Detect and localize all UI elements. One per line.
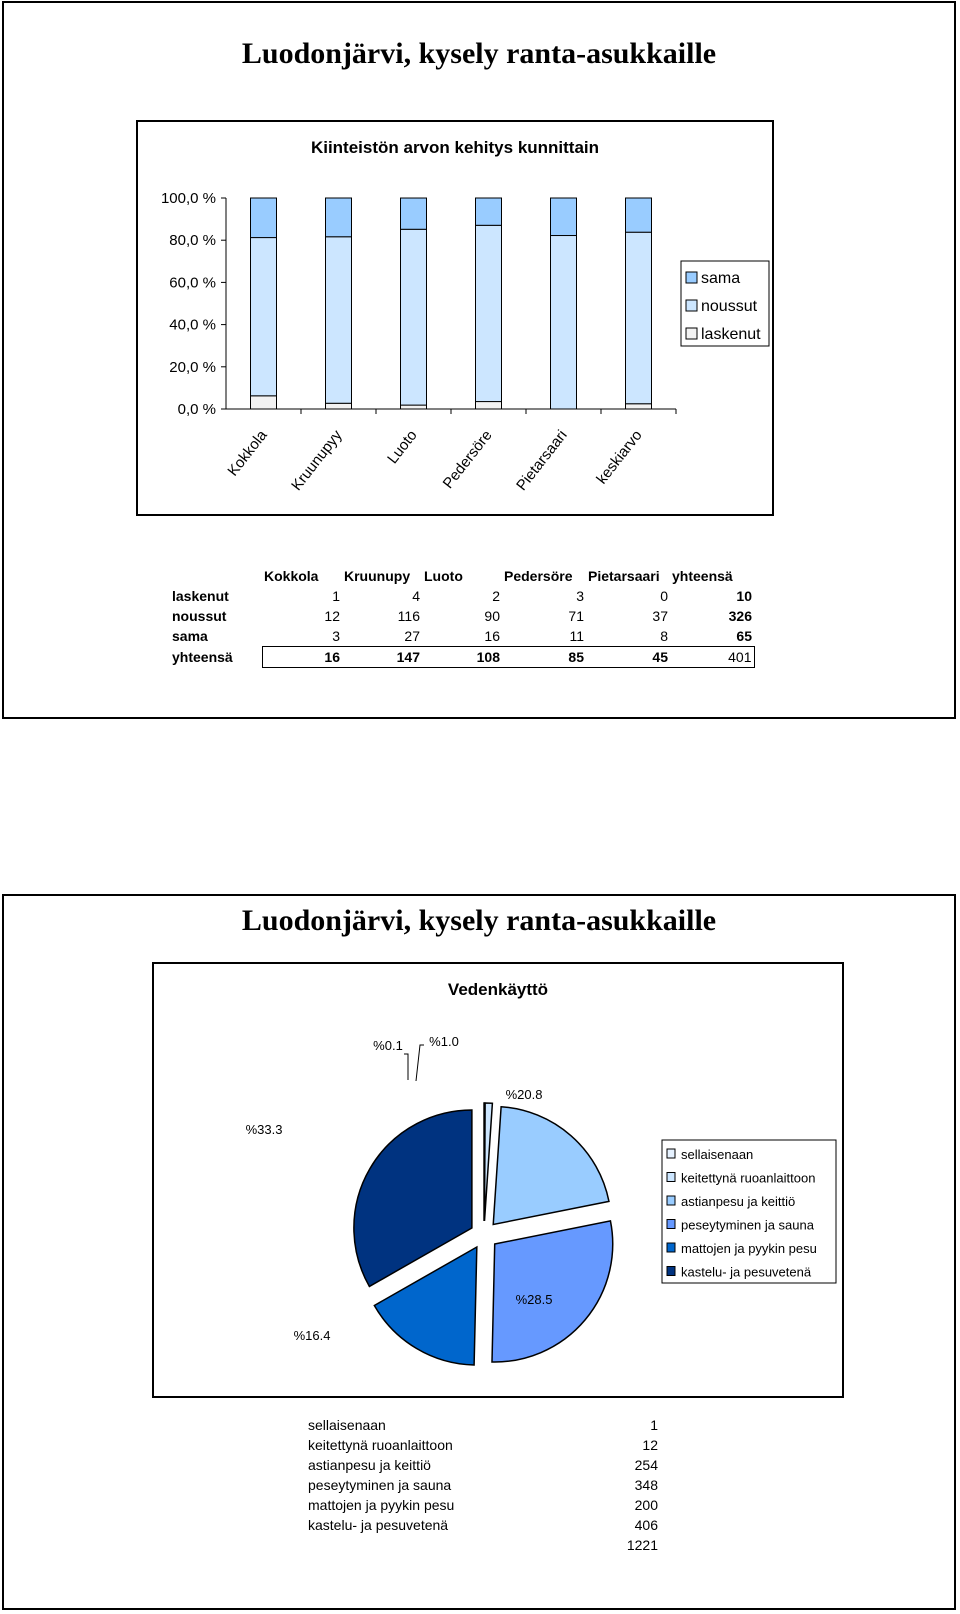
table-cell: 254 (634, 1457, 658, 1473)
table-cell-total: 16 (262, 647, 342, 668)
table-cell: 3 (576, 588, 584, 604)
legend-swatch (667, 1173, 675, 1182)
bar-segment-noussut (551, 236, 577, 409)
table-cell: 4 (412, 588, 420, 604)
table-cell-total: 85 (502, 647, 586, 668)
table-cell-total: 45 (586, 647, 670, 668)
table-row (308, 1515, 658, 1535)
bar-segment-sama (326, 198, 352, 237)
bar-segment-noussut (626, 232, 652, 404)
table-cell: 200 (634, 1497, 658, 1513)
table-cell: 2 (492, 588, 500, 604)
table-header-row (170, 566, 754, 586)
x-tick-label: Pedersöre (439, 426, 496, 493)
stacked-bar-chart (136, 120, 774, 516)
table-header-cell: Pietarsaari (588, 568, 660, 584)
x-tick-label: Kokkola (224, 426, 271, 480)
x-tick-label: keskiarvo (593, 426, 646, 488)
slide-title: Luodonjärvi, kysely ranta-asukkaille (241, 37, 717, 70)
y-tick-label: 20,0 % (169, 358, 216, 376)
table-cell-total: 326 (728, 608, 752, 624)
table-cell-total: 65 (736, 628, 752, 644)
table-row-label: keitettynä ruoanlaittoon (308, 1437, 453, 1453)
water-use-table (308, 1415, 658, 1555)
x-tick-label: Luoto (384, 426, 421, 468)
chart-title: Vedenkäyttö (447, 980, 549, 999)
chart-legend (662, 1140, 836, 1283)
bar-segment-laskenut (251, 396, 277, 409)
legend-label: kastelu- ja pesuvetenä (681, 1264, 812, 1280)
legend-swatch (667, 1220, 675, 1229)
legend-label: sama (701, 270, 741, 287)
table-row (308, 1415, 658, 1435)
chart-legend (681, 261, 769, 346)
table-row-label: yhteensä (172, 649, 233, 665)
table-header-cell: Pedersöre (504, 568, 573, 584)
y-tick-label: 40,0 % (169, 316, 216, 334)
table-row (170, 586, 754, 606)
chart-title: Kiinteistön arvon kehitys kunnittain (310, 138, 600, 157)
bar-segment-laskenut (476, 402, 502, 409)
table-row-label: sellaisenaan (308, 1417, 386, 1433)
bar-segment-laskenut (401, 405, 427, 409)
table-row (308, 1455, 658, 1475)
table-cell: 37 (652, 608, 668, 624)
table-cell: 1 (650, 1417, 658, 1433)
table-row-label: astianpesu ja keittiö (308, 1457, 431, 1473)
bar-segment-laskenut (626, 404, 652, 409)
table-cell-total: 10 (736, 588, 752, 604)
bar-segment-sama (251, 198, 277, 238)
legend-label: noussut (701, 298, 758, 315)
table-header-cell: Kokkola (264, 568, 319, 584)
table-cell: 12 (642, 1437, 658, 1453)
pie-data-label: %33.3 (245, 1122, 283, 1137)
legend-label: mattojen ja pyykin pesu (681, 1241, 817, 1256)
legend-swatch (667, 1196, 675, 1205)
legend-swatch (686, 328, 697, 339)
table-cell: 11 (569, 628, 584, 644)
bar-segment-laskenut (326, 403, 352, 409)
y-tick-label: 80,0 % (169, 232, 216, 250)
table-cell: 3 (332, 628, 340, 644)
bar-segment-noussut (251, 238, 277, 396)
table-cell-total: 1221 (626, 1537, 658, 1553)
legend-swatch (667, 1149, 675, 1158)
pie-data-label: %0.1 (373, 1038, 403, 1053)
table-header-cell: yhteensä (672, 568, 733, 584)
bar-segment-sama (551, 198, 577, 236)
table-cell: 1 (332, 588, 340, 604)
bar-segment-noussut (326, 237, 352, 404)
table-cell: 406 (634, 1517, 658, 1533)
table-row (170, 626, 754, 647)
table-row-label: peseytyminen ja sauna (308, 1477, 452, 1493)
table-cell-grand-total: 401 (670, 647, 754, 668)
legend-label: keitettynä ruoanlaittoon (681, 1170, 816, 1186)
table-cell: 0 (660, 588, 668, 604)
legend-swatch (686, 300, 697, 311)
leader-line (404, 1054, 408, 1080)
table-total-row (308, 1535, 658, 1555)
pie-chart (152, 962, 844, 1398)
pie-slice (485, 1103, 493, 1221)
y-tick-label: 100,0 % (160, 190, 216, 207)
table-cell: 12 (324, 608, 340, 624)
table-cell: 116 (397, 608, 420, 624)
pie-data-label: %28.5 (515, 1292, 553, 1307)
table-cell: 348 (634, 1477, 658, 1493)
y-tick-label: 60,0 % (169, 274, 216, 292)
table-cell: 71 (568, 608, 584, 624)
municipality-table (170, 566, 755, 668)
table-row-label: kastelu- ja pesuvetenä (308, 1517, 449, 1533)
legend-swatch (667, 1243, 675, 1252)
stacked-bar-chart-plot (138, 122, 772, 514)
table-row (308, 1435, 658, 1455)
slide-water-use (2, 894, 956, 1610)
x-tick-label: Kruunupyy (288, 426, 346, 494)
table-header-cell: Luoto (424, 568, 463, 584)
bar-segment-sama (626, 198, 652, 232)
table-cell: 16 (484, 628, 500, 644)
table-header-cell: Kruunupy (344, 568, 411, 584)
table-row-label: laskenut (172, 588, 229, 604)
x-tick-label: Pietarsaari (513, 426, 571, 494)
table-total-row (170, 647, 754, 668)
legend-swatch (686, 272, 697, 283)
table-cell: 90 (484, 608, 500, 624)
pie-data-label: %20.8 (505, 1087, 543, 1102)
table-cell: 8 (660, 628, 668, 644)
legend-label: sellaisenaan (681, 1147, 754, 1162)
pie-chart-plot (154, 964, 842, 1396)
table-row-label: noussut (172, 608, 227, 624)
leader-line (416, 1045, 424, 1081)
legend-label: laskenut (701, 326, 761, 343)
table-row (308, 1475, 658, 1495)
table-row-label: mattojen ja pyykin pesu (308, 1497, 455, 1513)
legend-label: astianpesu ja keittiö (681, 1194, 796, 1209)
pie-data-label: %16.4 (293, 1328, 331, 1343)
table-cell: 27 (404, 628, 420, 644)
y-tick-label: 0,0 % (177, 401, 216, 418)
pie-slice (493, 1107, 609, 1225)
slide-property-value (2, 1, 956, 719)
bar-segment-noussut (401, 229, 427, 405)
table-cell-total: 108 (422, 647, 502, 668)
legend-label: peseytyminen ja sauna (681, 1217, 814, 1233)
table-cell-total: 147 (342, 647, 422, 668)
legend-swatch (667, 1267, 675, 1276)
bar-segment-sama (476, 198, 502, 225)
pie-data-label: %1.0 (429, 1034, 459, 1049)
table-row-label: sama (172, 628, 208, 645)
table-row (170, 606, 754, 626)
slide-title: Luodonjärvi, kysely ranta-asukkaille (241, 904, 717, 937)
bar-segment-sama (401, 198, 427, 229)
bar-segment-noussut (476, 225, 502, 401)
table-row (308, 1495, 658, 1515)
